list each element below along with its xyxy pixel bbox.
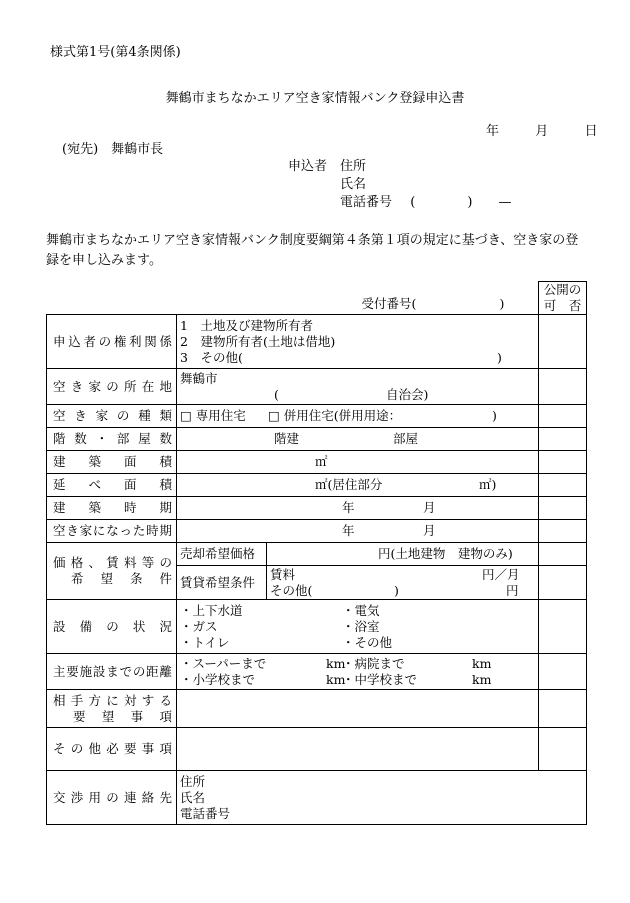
- building-area-value: [177, 451, 539, 474]
- sale-label: 売却希望価格: [177, 543, 267, 566]
- floors-unit: 階建: [274, 431, 300, 446]
- rent-public: [539, 566, 587, 600]
- floor-area-unit: ㎡(居住部分: [315, 477, 383, 492]
- contact-row: [47, 771, 587, 825]
- requests-label-1: 相手方に対する: [53, 692, 172, 708]
- floor-area-public: [539, 474, 587, 497]
- location-assoc: 自治会): [386, 386, 429, 402]
- built-value: [177, 497, 539, 520]
- rent-line-1: 賃料: [270, 566, 296, 582]
- rent-value: [267, 566, 539, 600]
- facilities-label: 設備の状況: [47, 600, 177, 654]
- rent-line-1-unit: 円／月: [482, 566, 520, 582]
- building-area-label: 建築面積: [47, 451, 177, 474]
- rights-public: [539, 315, 587, 369]
- distance-hospital-km: km: [472, 655, 492, 671]
- contact-label: 交渉用の連絡先: [47, 771, 177, 825]
- type-value: [177, 405, 539, 428]
- location-row: [47, 369, 587, 405]
- type-option-1: □ 専用住宅: [180, 408, 246, 423]
- distance-super: ・スーパーまで: [180, 655, 267, 671]
- vacant-label: 空き家になった時期: [47, 520, 177, 543]
- requests-public: [539, 690, 587, 728]
- rights-option-3-close: ): [497, 349, 502, 365]
- rent-line-2-unit: 円: [506, 582, 519, 598]
- contact-name: 氏名: [180, 789, 206, 805]
- floor-area-value: [177, 474, 539, 497]
- applicant-phone-line: [340, 196, 511, 209]
- requests-label: [47, 690, 177, 728]
- public-label-1: 公開の: [543, 282, 582, 297]
- built-row: [47, 497, 587, 520]
- application-form-table: [46, 281, 587, 825]
- location-value: [177, 369, 539, 405]
- distance-value: [177, 654, 539, 690]
- rights-option-2: 2 建物所有者(土地は借地): [180, 333, 336, 349]
- distance-row: [47, 654, 587, 690]
- building-area-unit: ㎡: [315, 454, 328, 469]
- distance-elementary: ・小学校まで: [180, 671, 256, 687]
- rent-line-2: その他(: [270, 582, 313, 598]
- distance-elementary-km: km: [326, 671, 346, 687]
- building-area-row: [47, 451, 587, 474]
- distance-hospital: ・病院まで: [342, 655, 405, 671]
- applicant-label: 申込者: [288, 159, 328, 174]
- facility-other: ・その他: [342, 634, 393, 650]
- built-month: 月: [423, 500, 436, 515]
- type-public: [539, 405, 587, 428]
- other-row: [47, 728, 587, 771]
- facility-bath: ・浴室: [342, 618, 380, 634]
- price-sale-row: [47, 543, 587, 566]
- form-number: 様式第1号(第4条関係): [50, 45, 181, 60]
- type-row: [47, 405, 587, 428]
- rights-option-1: 1 土地及び建物所有者: [180, 317, 313, 333]
- floors-public: [539, 428, 587, 451]
- vacant-row: [47, 520, 587, 543]
- rent-label: 賃貸希望条件: [177, 566, 267, 600]
- date-year: 年: [486, 124, 500, 139]
- facility-toilet: ・トイレ: [180, 634, 230, 650]
- other-value: [177, 728, 539, 771]
- building-area-public: [539, 451, 587, 474]
- distance-label: 主要施設までの距離: [47, 654, 177, 690]
- sale-public: [539, 543, 587, 566]
- application-statement: 舞鶴市まちなかエリア空き家情報バンク制度要綱第４条第１項の規定に基づき、空き家の登録を申し込みます。: [46, 233, 579, 268]
- contact-address: 住所: [180, 773, 206, 789]
- vacant-month: 月: [423, 523, 436, 538]
- distance-super-km: km: [326, 655, 346, 671]
- date-line: [486, 125, 598, 138]
- facilities-public: [539, 600, 587, 654]
- form-title: 舞鶴市まちなかエリア空き家情報バンク登録申込書: [165, 91, 465, 106]
- requests-row: [47, 690, 587, 728]
- facilities-row: [47, 600, 587, 654]
- applicant-address-label: 住所: [340, 159, 367, 174]
- distance-junior-km: km: [472, 671, 492, 687]
- rent-line-2-close: ): [394, 582, 399, 598]
- location-city: 舞鶴市: [180, 370, 218, 386]
- facility-electric: ・電気: [342, 602, 380, 618]
- rights-label: 申込者の権利関係: [47, 315, 177, 369]
- public-label-2: 可 否: [543, 298, 582, 313]
- floors-label: 階数・部屋数: [47, 428, 177, 451]
- built-public: [539, 497, 587, 520]
- addressee: (宛先) 舞鶴市長: [62, 142, 164, 157]
- price-label: [47, 543, 177, 600]
- applicant-phone-format: ( ) —: [410, 195, 512, 210]
- built-label: 建築時期: [47, 497, 177, 520]
- contact-phone: 電話番号: [180, 805, 231, 821]
- price-label-2: 希望条件: [71, 571, 172, 586]
- distance-public: [539, 654, 587, 690]
- floors-value: [177, 428, 539, 451]
- location-public: [539, 369, 587, 405]
- facility-gas: ・ガス: [180, 618, 218, 634]
- vacant-public: [539, 520, 587, 543]
- type-option-2: □ 併用住宅(併用用途：: [268, 408, 402, 423]
- facilities-value: [177, 600, 539, 654]
- vacant-value: [177, 520, 539, 543]
- type-label: 空き家の種類: [47, 405, 177, 428]
- type-option-2-close: ): [492, 408, 497, 423]
- rights-row: [47, 315, 587, 369]
- floor-area-row: [47, 474, 587, 497]
- location-label: 空き家の所在地: [47, 369, 177, 405]
- location-assoc-open: (: [274, 386, 279, 402]
- rooms-unit: 部屋: [393, 431, 419, 446]
- applicant-name-label: 氏名: [340, 177, 367, 192]
- floor-area-unit-2: ㎡): [479, 477, 497, 492]
- price-label-1: 価格、賃料等の: [53, 555, 172, 570]
- vacant-year: 年: [342, 523, 355, 538]
- facility-water: ・上下水道: [180, 602, 243, 618]
- requests-label-2: 要望事項: [73, 708, 172, 724]
- sale-value-text: 円(土地建物 建物のみ): [378, 546, 513, 561]
- rights-options: [177, 315, 539, 369]
- floors-row: [47, 428, 587, 451]
- date-month: 月: [535, 124, 549, 139]
- rights-option-3: 3 その他(: [180, 349, 243, 365]
- other-public: [539, 728, 587, 771]
- receipt-number-label: 受付番号(: [361, 296, 417, 311]
- receipt-row: [47, 282, 587, 315]
- contact-value: [177, 771, 587, 825]
- date-day: 日: [584, 124, 598, 139]
- other-label: その他必要事項: [47, 728, 177, 771]
- public-column-header: [539, 282, 587, 315]
- receipt-number-close: ): [499, 296, 505, 311]
- built-year: 年: [342, 500, 355, 515]
- sale-value: [267, 543, 539, 566]
- applicant-phone-label: 電話番号: [340, 195, 393, 210]
- requests-value: [177, 690, 539, 728]
- distance-junior: ・中学校まで: [342, 671, 418, 687]
- floor-area-label: 延べ面積: [47, 474, 177, 497]
